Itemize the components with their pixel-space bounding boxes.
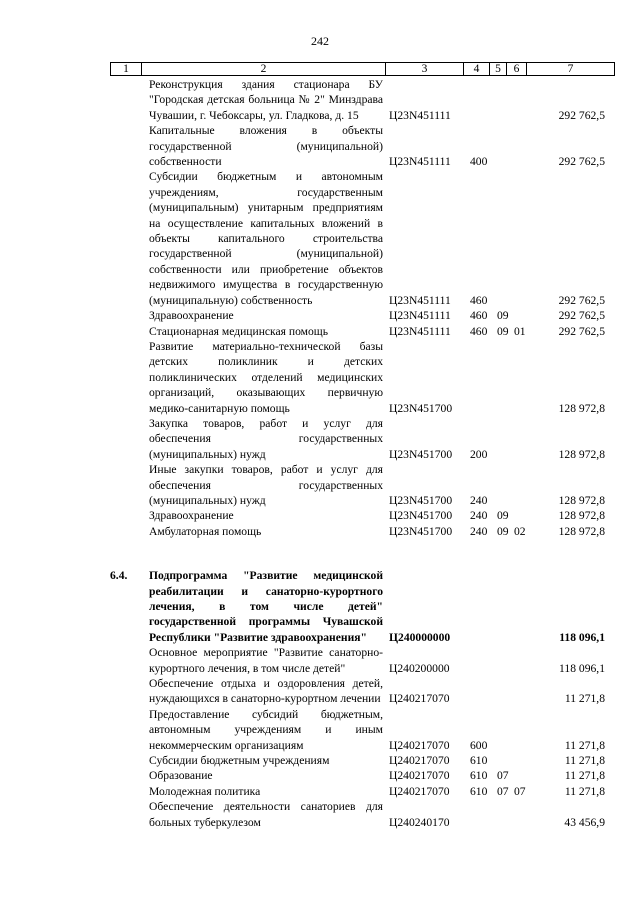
row-amount: 43 456,9 [564,815,605,829]
table-row [0,308,640,323]
table-row [0,524,640,539]
row-section: 07 [497,784,509,798]
row-subsection: 07 [514,784,526,798]
row-description: Стационарная медицинская помощь [149,324,329,338]
row-amount: 128 972,8 [558,447,605,461]
row-expense-type: 200 [470,447,488,461]
row-description: Закупка товаров, работ и услуг для обеспечения государственных (муниципальных) нужд [149,416,383,461]
row-expense-type: 240 [470,524,488,538]
table-row [0,645,640,676]
row-description: Здравоохранение [149,309,234,323]
row-code: Ц23N451111 [389,155,451,169]
table-row [0,707,640,753]
table-header [110,62,615,76]
row-amount: 118 096,1 [559,661,605,675]
row-expense-type: 400 [470,155,488,169]
row-code: Ц23N451700 [389,509,453,523]
row-amount: 292 762,5 [558,108,605,122]
header-col-7: 7 [567,63,574,75]
row-code: Ц23N451700 [389,447,453,461]
table-row [0,568,640,645]
row-expense-type: 460 [470,293,488,307]
row-code: Ц23N451111 [389,293,451,307]
row-description: Субсидии бюджетным и автономным учреждениям, государственным (муниципальным) унитарным предприятиям на осуществление капитальных вложений в объекты капитального строительства государственной (муниципальной) собственности или приобретение объектов недвижимого имущества в государственную (муниципальную) собственность [149,170,383,307]
row-expense-type: 460 [470,309,488,323]
row-expense-type: 610 [470,784,488,798]
table-row [0,784,640,799]
row-section: 09 [497,324,509,338]
row-amount: 11 271,8 [564,784,605,798]
row-amount: 118 096,1 [559,630,605,644]
row-section: 07 [497,769,509,783]
table-row [0,799,640,830]
row-expense-type: 240 [470,509,488,523]
table-row [0,753,640,768]
row-section: 09 [497,309,509,323]
row-code: Ц240000000 [389,630,451,644]
row-description: Молодежная политика [149,784,261,798]
header-col-5: 5 [490,63,507,75]
row-description: Амбулаторная помощь [149,524,262,538]
row-expense-type: 610 [470,769,488,783]
header-col-6: 6 [507,63,527,75]
row-description: Подпрограмма "Развитие медицинской реабилитации и санаторно-курортного лечения, в том числе детей" государственной программы Чувашской Республики "Развитие здравоохранения" [149,569,383,644]
row-description: Образование [149,769,213,783]
row-code: Ц240217070 [389,784,450,798]
row-code: Ц240200000 [389,661,450,675]
header-col-1: 1 [111,63,142,75]
row-amount: 11 271,8 [564,692,605,706]
row-code: Ц23N451700 [389,401,453,415]
table-row [0,508,640,523]
row-subsection: 02 [514,524,526,538]
table-row [0,339,640,416]
row-amount: 292 762,5 [558,324,605,338]
row-amount: 292 762,5 [558,155,605,169]
table-row [0,169,640,308]
budget-table-body [0,77,640,830]
header-col-2: 2 [142,63,386,75]
row-description: Обеспечение деятельности санаториев для больных туберкулезом [149,800,383,829]
row-code: Ц23N451700 [389,524,453,538]
row-amount: 292 762,5 [558,309,605,323]
row-section: 09 [497,524,509,538]
row-amount: 11 271,8 [564,754,605,768]
row-code: Ц23N451111 [389,324,451,338]
page-number: 242 [311,34,329,48]
row-expense-type: 610 [470,754,488,768]
row-amount: 11 271,8 [564,769,605,783]
row-amount: 128 972,8 [558,509,605,523]
row-code: Ц240217070 [389,738,450,752]
row-amount: 128 972,8 [558,524,605,538]
row-code: Ц240217070 [389,692,450,706]
table-row [0,77,640,123]
row-description: Капитальные вложения в объекты государственной (муниципальной) собственности [149,124,383,169]
table-row [0,416,640,462]
row-description: Предоставление субсидий бюджетным, автономным учреждениям и иным некоммерческим организациям [149,707,383,752]
row-amount: 128 972,8 [558,493,605,507]
row-code: Ц240240170 [389,815,450,829]
header-col-4: 4 [464,63,490,75]
row-code: Ц23N451111 [389,108,451,122]
row-code: Ц23N451700 [389,493,453,507]
row-description: Обеспечение отдыха и оздоровления детей, нуждающихся в санаторно-курортном лечении [149,677,383,706]
table-row [0,462,640,508]
row-expense-type: 240 [470,493,488,507]
row-description: Основное мероприятие "Развитие санаторно-курортного лечения, в том числе детей" [149,646,383,675]
row-code: Ц240217070 [389,754,450,768]
header-col-3: 3 [386,63,464,75]
row-expense-type: 600 [470,738,488,752]
row-description: Субсидии бюджетным учреждениям [149,754,330,768]
row-section: 09 [497,509,509,523]
row-amount: 11 271,8 [564,738,605,752]
row-description: Здравоохранение [149,509,234,523]
row-description: Развитие материально-технической базы детских поликлиник и детских поликлинических отделений медицинских организаций, оказывающих первичную медико-санитарную помощь [149,339,383,415]
table-row [0,324,640,339]
row-code: Ц240217070 [389,769,450,783]
row-amount: 128 972,8 [558,401,605,415]
row-code: Ц23N451111 [389,309,451,323]
row-description: Реконструкция здания стационара БУ "Городская детская больница № 2" Минздрава Чувашии, г. Чебоксары, ул. Гладкова, д. 15 [149,78,383,122]
table-row [0,768,640,783]
table-row [0,676,640,707]
table-row [0,123,640,169]
row-subsection: 01 [514,324,526,338]
row-description: Иные закупки товаров, работ и услуг для обеспечения государственных (муниципальных) нужд [149,463,383,507]
row-number: 6.4. [110,569,128,583]
row-expense-type: 460 [470,324,488,338]
row-amount: 292 762,5 [558,293,605,307]
